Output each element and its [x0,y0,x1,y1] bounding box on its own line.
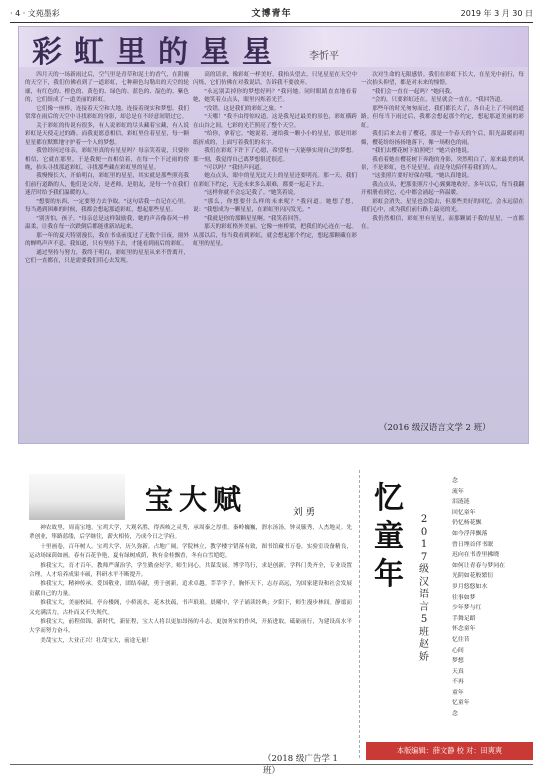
poem-line: 念 [452,478,458,484]
poem-line: 念 [452,711,458,718]
meta-char: 赵 [419,639,429,650]
article-column-3 [361,71,524,397]
meta-char: 7 [420,551,428,563]
poem-line: 梦想 [452,658,464,665]
poem-line: 流年 [452,488,464,495]
paragraph: 美哉宝大，大业正兴！壮哉宝大，前途无量！ [40,637,153,644]
top-article-author: 李忻平 [309,51,339,62]
paragraph: 高的请求，像彩虹一样美好。我抬头望去，只见星星在天空中闪烁，它们仿佛在对我说话，告诉我不要放弃。 [193,72,357,87]
issue-date: 2019 年 3 月 30 日 [460,9,533,18]
meta-char: 语 [419,589,429,600]
poem-line: 忆往昔 [452,636,470,643]
paragraph: "天哪！"我不由得惊叹道，这是我见过最美的景色，彩虹横跨在山谷之间，七彩的光芒照亮了整个天空。 [193,114,357,129]
bottom-left-author: 刘 勇 [293,507,316,518]
footer-divider [10,764,533,765]
poem-line: 童年 [452,689,464,696]
paragraph: 关于彩虹的传说有很多，有人说彩虹的尽头藏着宝藏，有人说彩虹是天使走过的路。而我更愿意相信，彩虹里住着星星，每一颗星星都在默默地守护着一个人的梦想。 [25,122,189,146]
paragraph: 通过坚持与努力，我终于明白，彩虹里的星星从来不曾离开，它们一直都在，只是需要我们用心去发现。 [25,249,189,264]
title-char: 赋 [213,483,242,516]
meta-char: 2 [420,514,428,525]
paragraph: 推我宝大，育才百年。教师严谨治学，学生勤奋好学。师生同心，共谋发展。博学笃行，求是创新，学科门类齐全，专业设置合理，人才培养成果丰硕，科研水平不断提升。 [29,562,352,579]
bottom-left-article [29,470,352,776]
paragraph: 那些年的时光匆匆而过，我们都长大了，各自走上了不同的道路。但每当下雨过后，我都会想起那个约定，想起那道美丽的彩虹。 [361,105,524,129]
paragraph: 我们在彩虹下许下了心愿，希望有一天能够实现自己的梦想。那一刻，我觉得自己离梦想很近很近。 [193,148,357,163]
poem-line: 忆童年 [452,700,470,707]
title-char: 星 [242,35,272,70]
paragraph: 那一年的夏天特别漫长，我在书桌前度过了无数个日夜，窗外的蝉鸣声声不息。我知道，只有坚持下去，才能看到雨后的彩虹。 [25,232,189,248]
paragraph: 我曾经问过母亲，彩虹里真的有星星吗？母亲笑着说，只要你相信，它就在那里。于是我便一直相信着，在每一个下过雨的傍晚，抬头寻找那道彩虹，寻找那些藏在彩虹里的星星。 [25,148,189,171]
poem-line: 手舞足蹈 [452,615,476,622]
paragraph: 四月天的一场新雨过后，空气里是青草和泥土的香气，在阴霾的天空下，我们仿佛看到了一道彩虹，七种颜色勾勒出的天空的轮廓，有红色的、橙色的、黄色的、绿色的、蓝色的、靛色的、紫色的，它们组成了一道美丽的彩虹。 [25,72,189,104]
paragraph: 推我宝大，前程似锦。新时代，新征程，宝大人将以更加昂扬的斗志，更加务实的作风，开拓进取，砥砺前行，为建设高水平大学而努力奋斗。 [29,619,352,635]
editor-credits: 本版编辑：薛文静 校 对：田爽爽 [366,742,533,760]
bottom-right-poem [362,470,533,740]
paragraph: 我慢慢长大，开始明白，彩虹里的星星，其实就是那些照亮我们前行道路的人，他们是父母，是老师，是朋友，是每一个在我们迷茫时给予我们温暖的人。 [25,173,189,197]
poem-line: 回忆童年 [452,509,476,516]
paragraph: 她点点头，眼中的星光比天上的星星还要明亮。那一天，我们在彩虹下约定，无论未来多么艰难，都要一起走下去。 [193,173,357,188]
meta-char: 0 [420,526,428,538]
paragraph: 我们后来去看了樱花，那是一个春天的午后，阳光温暖而明媚，樱花纷纷扬扬地落下，像一场粉色的雨。 [361,131,524,146]
paragraph: "我们去樱花树下拍照吧！"她兴奋地说。 [372,148,473,155]
title-char: 年 [374,557,404,592]
poem-line: 曾日埋首伴书眠 [452,541,494,548]
title-char: 虹 [74,35,104,70]
paragraph: "可以吗？"我轻声问道。 [204,164,266,171]
poem-author-meta [418,514,430,664]
paragraph: 那天的彩虹格外美丽，它像一座桥梁，把我们的心连在一起。从那以后，每当我看到彩虹，就会想起那个约定，想起那颗藏在彩虹里的星星。 [193,224,357,248]
paragraph: 神农故里，周南宝地。宝鸡大学，大观名胜，得西岐之灵秀，承周秦之厚重。秦岭巍巍，渭水汤汤，钟灵毓秀，人杰地灵。先辈创业，筚路蓝缕，后学继往，薪火相传，乃成今日之学府。 [29,525,352,541]
title-char: 宝 [145,483,174,516]
poem-line: 岁月悠悠如水 [452,583,488,590]
meta-char: 汉 [419,576,429,588]
paragraph: "这样你就不会忘记我了。"她笑着说。 [204,190,299,197]
paragraph: "给你，拿着它。"她说着，递给我一颗小小的星星，那是用彩纸折成的，上面写着我们的名字。 [193,131,357,146]
poem-line: 往事如梦 [452,594,476,601]
title-char: 里 [116,35,146,70]
paragraph: 我点点头，把那张照片小心翼翼地收好。多年以后，每当我翻开相册看到它，心中都会涌起一阵温暖。 [361,181,524,197]
bottom-left-signature: （2018 级广告学 1 班） [261,752,352,776]
paragraph: 十里画卷，百年树人。宝鸡大学，历久弥新。占地广阔，学院林立，教学楼宇错落有致，图书馆藏书万卷，实验室设备精良，运动场绿茵如画。春有百花争艳，夏有绿树成荫，秋有金桂飘香，冬有白雪皑皑。 [29,543,352,560]
poem-line: 光阴如花般繁衍 [452,573,494,580]
page-header [10,4,533,20]
bottom-left-body [29,524,352,760]
meta-char: 1 [420,539,428,550]
newspaper-name: 文博青年 [251,9,292,19]
poem-line: 怀念童年 [452,626,476,633]
top-article-title [29,31,275,70]
poem-line: 如今浮萍飘落 [452,530,488,537]
poem-line: 少年梦与红 [452,605,482,612]
paragraph: 我仍然相信，彩虹里有星星，而那颗属于我的星星，一直都在。 [361,215,524,231]
title-char: 的 [158,35,188,70]
poem-line: 如何让青春与梦同在 [452,562,506,569]
paragraph: 彩虹会消失，星星也会隐去，但那些美好的回忆，会永远留在我们心中，成为我们前行路上最亮的光。 [361,198,524,214]
poem-line: 迟向在书香里拂晓 [452,552,500,559]
article-column-2 [193,71,357,439]
paragraph: "没错，这是我们的彩虹之旅。" [204,105,283,112]
bottom-left-title [145,478,241,518]
page-section-label: · 4 · 文苑墨彩 [10,9,60,18]
column-divider [359,470,360,758]
poem-line: 泪涟涟 [452,499,470,506]
meta-char: 5 [420,614,428,625]
poem-line: 天真 [452,668,464,675]
poem-lines [452,476,532,720]
paragraph: "这张照片要好好保存哦。"她认真地说。 [372,173,473,180]
paragraph: "会的，只要彩虹还在，星星就会一直在。"我回答道。 [372,97,506,104]
top-article [18,26,529,444]
paragraph: "我们会一直在一起吗？"她问我。 [372,88,456,95]
paragraph: 推我宝大，精神传承。爱国敬业，团结奉献，勇于创新，追求卓越。莘莘学子，胸怀天下，志存高远，为国家建设和社会发展贡献自己的力量。 [29,581,352,597]
paragraph: 推我宝大，美丽校园。亭台楼阁，小桥流水，花木扶疏，书声琅琅。晨曦中，学子诵读经典；夕阳下，师生漫步林间。静谧而又充满活力，古朴而又不失现代。 [29,600,352,616]
paragraph: "我就是你的那颗星星啊。"我笑着回答。 [204,215,305,222]
article-column-1 [25,71,189,439]
poem-line: 仍忆杨花飘 [452,520,482,527]
meta-char: 级 [419,564,429,575]
paragraph: 次对生命的无限感悟。我们在彩虹下长大，在星光中前行，每一次抬头仰望，都是对未来的憧憬。 [361,72,524,87]
title-char: 星 [200,35,230,70]
title-char: 大 [179,483,208,516]
meta-char: 班 [419,626,429,638]
title-char: 彩 [32,35,62,70]
poem-title [374,480,414,594]
top-article-signature: （2016 级汉语言文学 2 班） [379,423,491,433]
campus-photo [29,474,125,520]
meta-char: 娇 [419,651,429,663]
paragraph: "别害怕，孩子。"母亲总是这样鼓励我，她的声音像春风一样温柔，让我在每一次跌倒后都能重新站起来。 [25,215,189,231]
title-char: 童 [374,519,404,554]
paragraph: "永远别丢掉你的梦想好吗？"我问她。同时眼睛直直地看着她，她笑着点点头，眼里闪烁着光芒。 [193,88,357,104]
paragraph: 我看着她在樱花树下奔跑的身影，突然明白了，原来最美的风景，不是彩虹，也不是星星，而是身边陪伴着我们的人。 [361,156,524,171]
meta-char: 言 [419,601,429,613]
paragraph: "那么，你想要什么样的未来呢？"我问道。她想了想，说："我想成为一颗星星，在彩虹里闪闪发光。" [193,198,357,214]
header-divider [10,22,533,23]
paragraph: "想要的东西，一定要努力去争取。"这句话我一直记在心里。每当遇到困难的时候，我都会想起那道彩虹，想起那些星星。 [25,198,189,214]
title-char: 忆 [374,481,404,516]
poem-line: 不再 [452,679,464,686]
paragraph: 它们像一座桥，连接着天空和大地，连接着现实和梦想。我们常常在雨后的天空中寻找彩虹的身影，却总是在不经意间错过它。 [25,105,189,121]
poem-line: 心间 [452,647,464,654]
